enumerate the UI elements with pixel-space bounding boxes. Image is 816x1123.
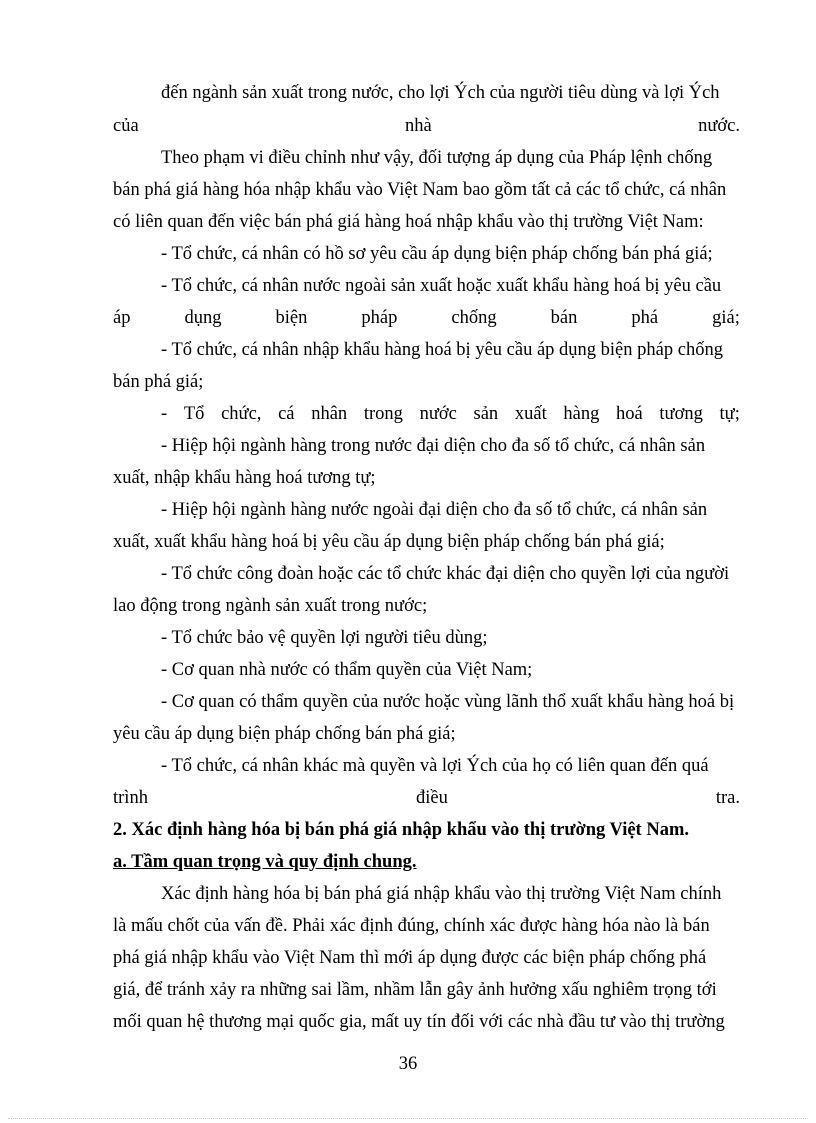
word: nước xyxy=(419,404,457,424)
word: bán xyxy=(550,308,578,328)
paragraph-line: có liên quan đến việc bán phá giá hàng hoá nhập khẩu vào thị trường Việt Nam: xyxy=(113,212,704,232)
word: tự; xyxy=(719,404,740,424)
list-item: - Tổ chức, cá nhân có hồ sơ yêu cầu áp dụng biện pháp chống bán phá giá; xyxy=(161,244,713,264)
list-item: - Tổ chức, cá nhân nước ngoài sản xuất hoặc xuất khẩu hàng hoá bị yêu cầu xyxy=(161,276,722,296)
list-item: - Cơ quan nhà nước có thẩm quyền của Việt Nam; xyxy=(161,660,533,680)
section-heading: 2. Xác định hàng hóa bị bán phá giá nhập khẩu vào thị trường Việt Nam. xyxy=(113,820,689,840)
word: tra. xyxy=(715,788,740,808)
list-item: - Tổ chức, cá nhân nhập khẩu hàng hoá bị yêu cầu áp dụng biện pháp chống xyxy=(161,340,723,360)
word: trong xyxy=(363,404,403,424)
word: nhà xyxy=(405,116,432,136)
word: hoá xyxy=(616,404,643,424)
paragraph-line: yêu cầu áp dụng biện pháp chống bán phá giá; xyxy=(113,724,456,744)
paragraph-line: đến ngành sản xuất trong nước, cho lợi Ých của người tiêu dùng và lợi Ých xyxy=(161,83,720,103)
paragraph-line-spread xyxy=(113,787,740,809)
paragraph-line: xuất, nhập khẩu hàng hoá tương tự; xyxy=(113,468,376,488)
paragraph-line: Xác định hàng hóa bị bán phá giá nhập khẩu vào thị trường Việt Nam chính xyxy=(161,884,722,904)
word: chống xyxy=(451,308,497,328)
paragraph-line: xuất, xuất khẩu hàng hoá bị yêu cầu áp dụng biện pháp chống bán phá giá; xyxy=(113,532,665,552)
paragraph-line-spread xyxy=(113,115,740,137)
spread-line xyxy=(161,403,740,425)
paragraph-line-spread xyxy=(113,307,740,329)
word: biện xyxy=(275,308,308,328)
subsection-heading: a. Tầm quan trọng và quy định chung. xyxy=(113,852,417,872)
word: xuất xyxy=(514,404,547,424)
word: giá; xyxy=(712,308,740,328)
word: phá xyxy=(631,308,659,328)
list-item: - Tổ chức, cá nhân khác mà quyền và lợi Ých của họ có liên quan đến quá xyxy=(161,756,709,776)
word: nhân xyxy=(311,404,348,424)
word: Tổ xyxy=(183,404,205,424)
list-item: - Tổ chức bảo vệ quyền lợi người tiêu dùng; xyxy=(161,628,488,648)
list-item xyxy=(113,403,740,425)
list-item: - Cơ quan có thẩm quyền của nước hoặc vùng lãnh thổ xuất khẩu hàng hoá bị xyxy=(161,692,735,712)
word: điều xyxy=(415,788,448,808)
word: trình xyxy=(113,788,148,808)
word: pháp xyxy=(361,308,398,328)
word: nước. xyxy=(698,116,740,136)
paragraph-line: bán phá giá hàng hóa nhập khẩu vào Việt Nam bao gồm tất cả các tổ chức, cá nhân xyxy=(113,180,727,200)
list-item: - Hiệp hội ngành hàng nước ngoài đại diện cho đa số tổ chức, cá nhân sản xyxy=(161,500,708,520)
word: áp xyxy=(113,308,131,328)
word: tương xyxy=(659,404,703,424)
list-item: - Hiệp hội ngành hàng trong nước đại diện cho đa số tổ chức, cá nhân sản xyxy=(161,436,706,456)
paragraph-line: Theo phạm vi điều chỉnh như vậy, đối tượng áp dụng của Pháp lệnh chống xyxy=(161,148,713,168)
paragraph-line: giá, để tránh xảy ra những sai lầm, nhầm lẫn gây ảnh hưởng xấu nghiêm trọng tới xyxy=(113,980,717,1000)
paragraph-line: mối quan hệ thương mại quốc gia, mất uy tín đối với các nhà đầu tư vào thị trường xyxy=(113,1012,725,1032)
word: chức, xyxy=(221,404,262,424)
word: hàng xyxy=(563,404,600,424)
word: dụng xyxy=(184,308,222,328)
word: sản xyxy=(473,404,499,424)
paragraph-line: là mấu chốt của vấn đề. Phải xác định đúng, chính xác được hàng hóa nào là bán xyxy=(113,916,710,936)
paragraph-line: bán phá giá; xyxy=(113,372,204,392)
paragraph-line: phá giá nhập khẩu vào Việt Nam thì mới áp dụng được các biện pháp chống phá xyxy=(113,948,707,968)
paragraph-line: lao động trong ngành sản xuất trong nước; xyxy=(113,596,428,616)
page-number: 36 xyxy=(398,1054,418,1074)
page-bottom-rule xyxy=(8,1118,808,1119)
list-item: - Tổ chức công đoàn hoặc các tổ chức khác đại diện cho quyền lợi của người xyxy=(161,564,730,584)
word: - xyxy=(161,404,168,424)
word: của xyxy=(113,116,139,136)
word: cá xyxy=(278,404,295,424)
